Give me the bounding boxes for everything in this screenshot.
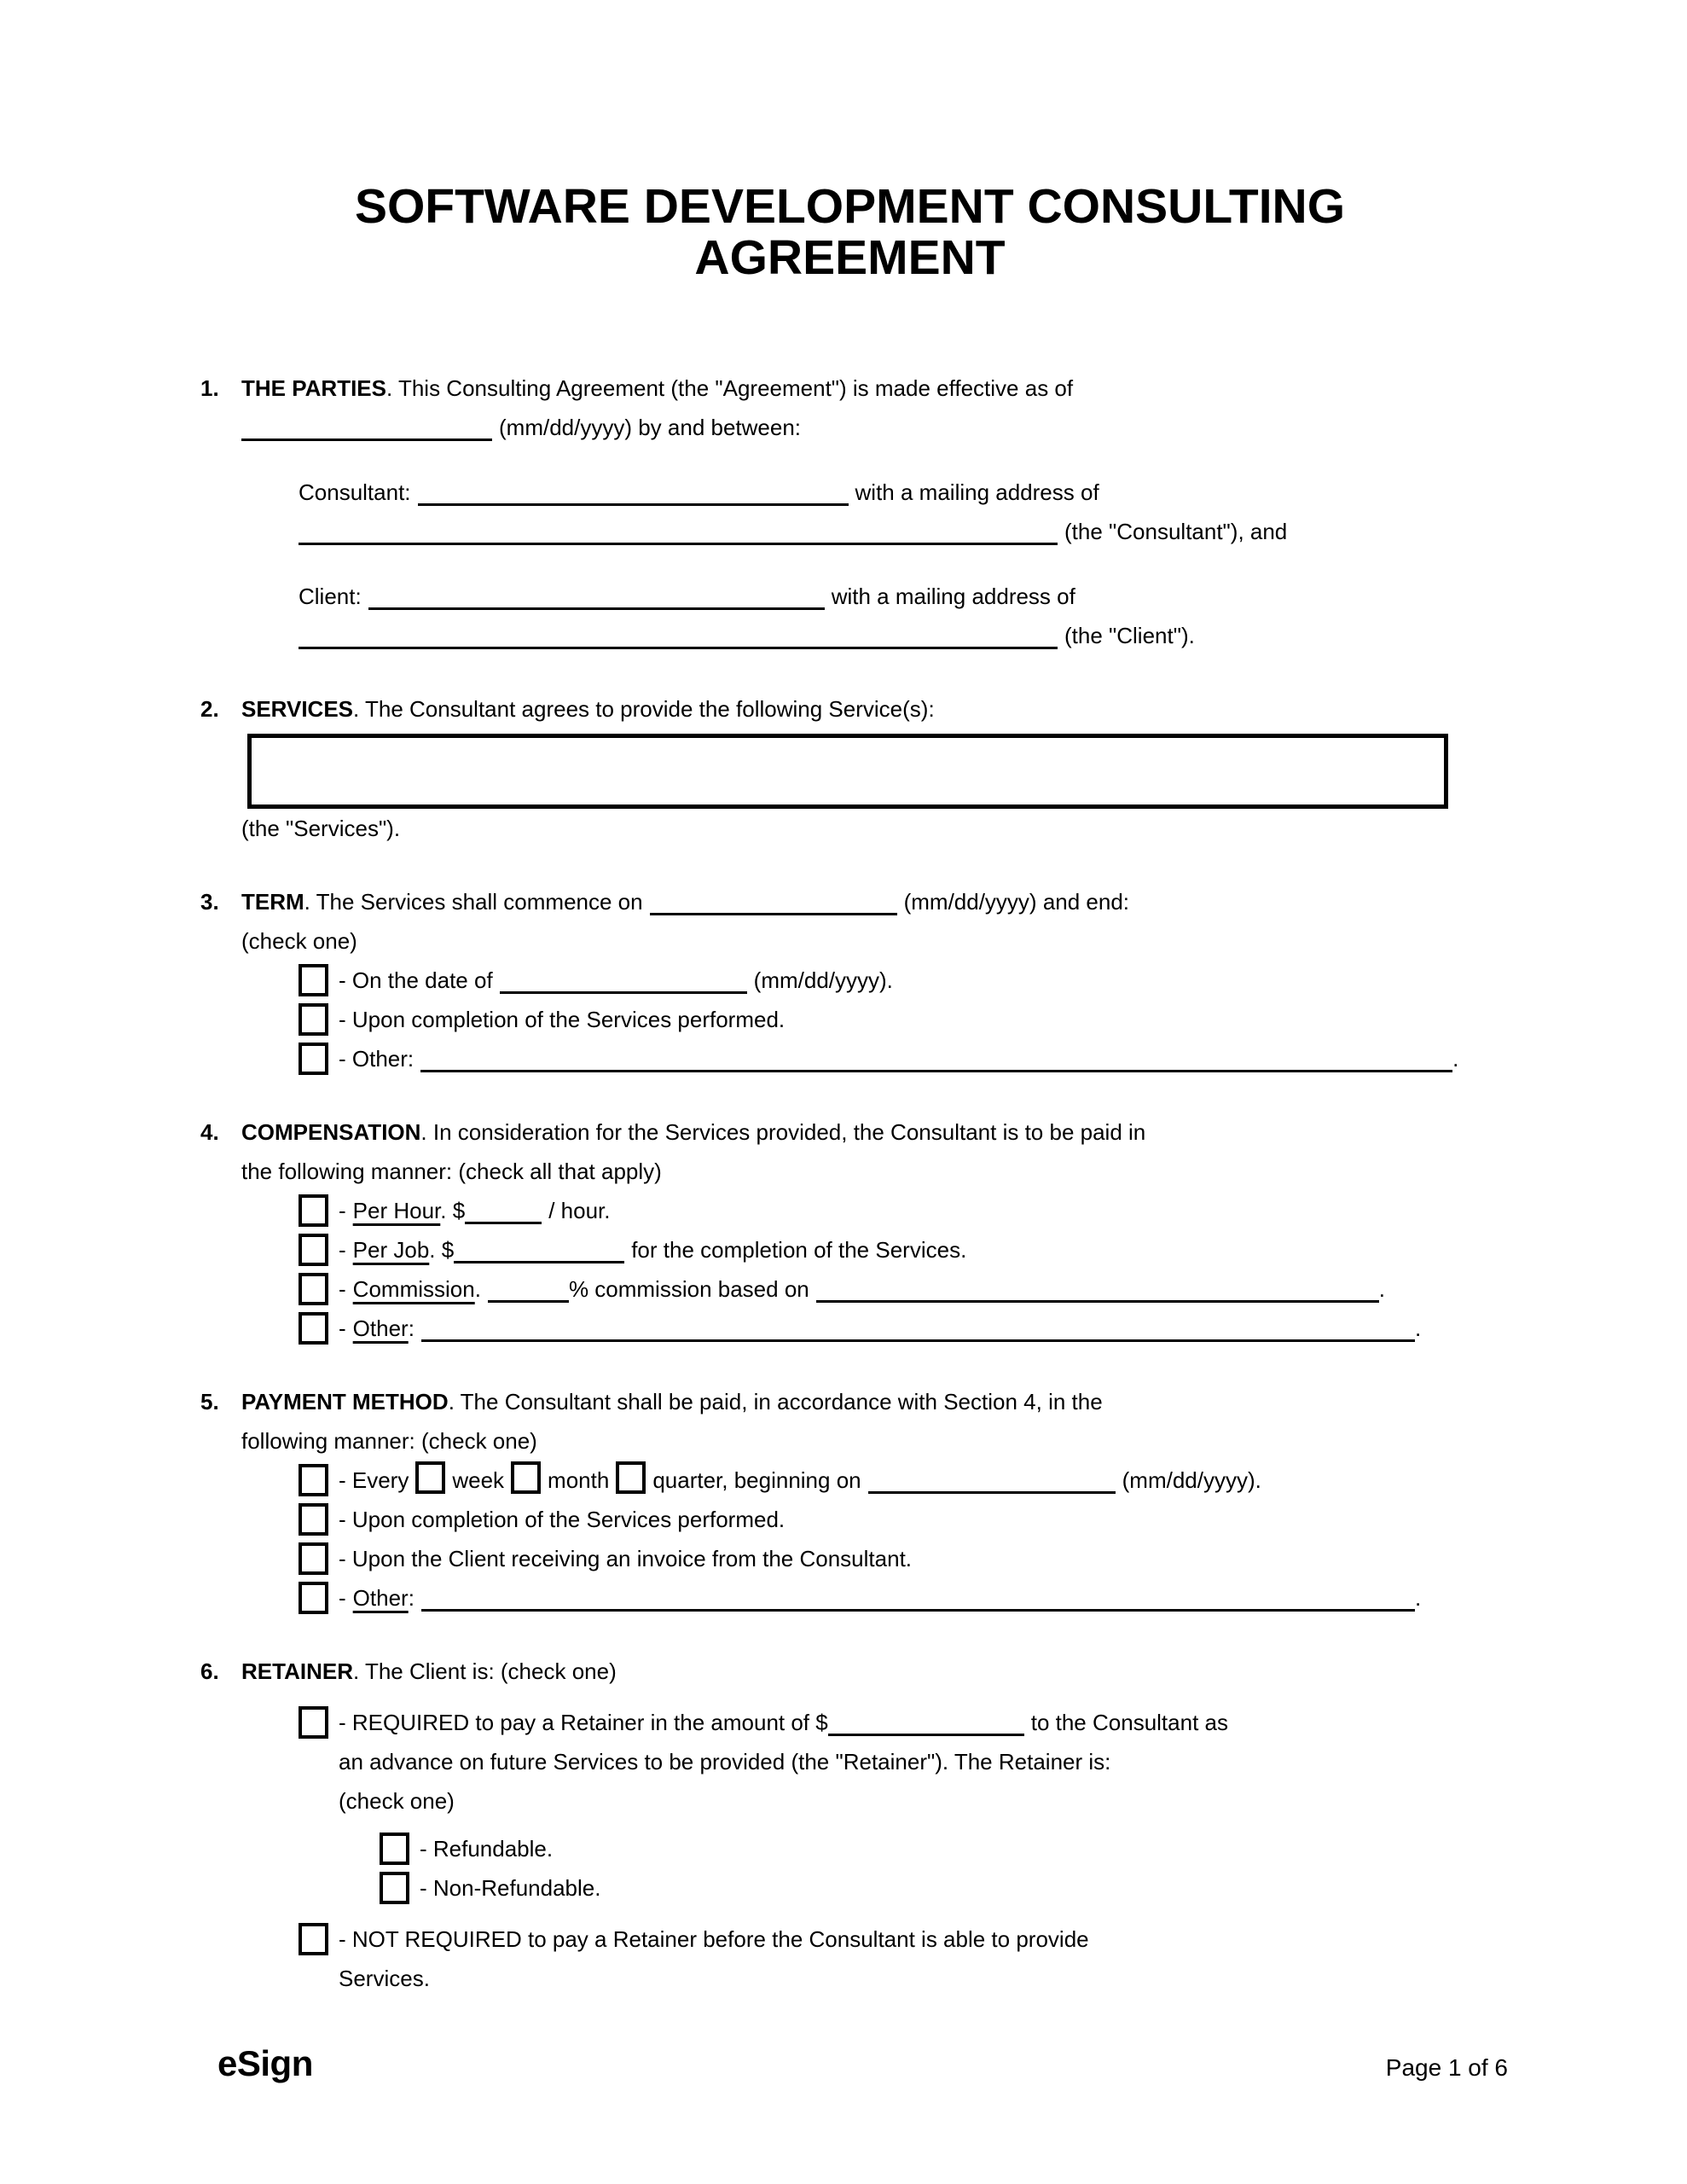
retainer-refund-options [339, 1829, 1499, 1908]
retainer-required-after: to the Consultant as [1030, 1710, 1228, 1735]
section-term [200, 882, 1499, 1078]
payment-month-checkbox[interactable] [511, 1461, 541, 1494]
payment-invoice-text: - Upon the Client receiving an invoice from the Consultant. [339, 1546, 913, 1571]
term-completion-text: - Upon completion of the Services performed. [339, 1007, 786, 1032]
section-parties [200, 369, 1499, 655]
term-other-label: - Other: [339, 1046, 415, 1072]
payment-invoice-row [299, 1539, 1499, 1578]
comp-other-label: Other [352, 1316, 409, 1341]
retainer-required-row [299, 1703, 1499, 1908]
retainer-required-pre: - REQUIRED to pay a Retainer in the amount of $ [339, 1710, 828, 1735]
parties-intro-text: . This Consulting Agreement (the "Agreement") is made effective as of [386, 375, 1074, 401]
comp-per-job-row [299, 1230, 1499, 1269]
payment-quarter-checkbox[interactable] [616, 1461, 646, 1494]
section-compensation [200, 1112, 1499, 1348]
payment-other-field[interactable] [421, 1583, 1415, 1612]
consultant-label: Consultant: [299, 479, 411, 505]
retainer-intro-paragraph [241, 1652, 1499, 1691]
comp-other-period: . [1414, 1316, 1422, 1341]
consultant-paragraph [299, 473, 1499, 551]
services-intro-paragraph [241, 689, 1499, 729]
effective-date-hint: (mm/dd/yyyy) by and between: [499, 415, 802, 440]
payment-other-pre: : [408, 1585, 415, 1611]
per-job-amount-field[interactable] [454, 1235, 624, 1263]
consultant-mid-text: with a mailing address of [855, 479, 1099, 505]
effective-date-field[interactable] [241, 413, 492, 441]
term-on-date-text: - On the date of [339, 967, 493, 993]
retainer-heading: RETAINER [241, 1658, 353, 1684]
parties-heading: THE PARTIES [241, 375, 386, 401]
payment-other-dash: - [339, 1585, 346, 1611]
page-footer [217, 2041, 1508, 2091]
comp-per-hour-checkbox[interactable] [299, 1194, 328, 1227]
retainer-not-required-row [299, 1920, 1499, 1998]
comp-other-checkbox[interactable] [299, 1312, 328, 1345]
payment-other-row [299, 1578, 1499, 1618]
comp-commission-period: . [1378, 1276, 1385, 1302]
term-option-completion-row [299, 1000, 1499, 1039]
section-number: 4. [200, 1119, 219, 1145]
term-heading: TERM [241, 889, 304, 915]
payment-every-row [299, 1461, 1499, 1500]
services-tail-paragraph [241, 809, 1499, 848]
term-other-checkbox[interactable] [299, 1043, 328, 1075]
retainer-amount-field[interactable] [828, 1708, 1024, 1736]
consultant-name-field[interactable] [418, 478, 849, 506]
retainer-intro-text: . The Client is: (check one) [352, 1658, 617, 1684]
comp-per-job-post: for the completion of the Services. [631, 1237, 967, 1263]
comp-other-pre: : [408, 1316, 415, 1341]
payment-other-period: . [1414, 1585, 1422, 1611]
term-intro-paragraph [241, 882, 1499, 961]
retainer-refundable-checkbox[interactable] [380, 1833, 409, 1865]
term-completion-checkbox[interactable] [299, 1003, 328, 1036]
section-number: 2. [200, 696, 219, 722]
comp-other-dash: - [339, 1316, 346, 1341]
section-payment [200, 1382, 1499, 1618]
client-tail-text: (the "Client"). [1064, 623, 1195, 648]
term-option-date-row [299, 961, 1499, 1000]
payment-completion-row [299, 1500, 1499, 1539]
retainer-not-required-line2: Services. [339, 1966, 430, 1991]
document-title: SOFTWARE DEVELOPMENT CONSULTING AGREEMENT [354, 179, 1346, 285]
retainer-not-required-line1: - NOT REQUIRED to pay a Retainer before the Consultant is able to provide [339, 1926, 1089, 1952]
payment-intro-line2: following manner: (check one) [241, 1428, 537, 1454]
comp-per-hour-label: Per Hour [352, 1198, 441, 1223]
payment-invoice-checkbox[interactable] [299, 1542, 328, 1575]
term-start-date-field[interactable] [650, 887, 897, 915]
payment-other-checkbox[interactable] [299, 1582, 328, 1614]
payment-completion-checkbox[interactable] [299, 1503, 328, 1536]
retainer-refundable-text: - Refundable. [420, 1836, 554, 1862]
payment-other-label: Other [352, 1585, 409, 1611]
term-other-field[interactable] [420, 1044, 1452, 1072]
commission-basis-field[interactable] [816, 1275, 1379, 1303]
compensation-intro-line1: . In consideration for the Services provided, the Consultant is to be paid in [420, 1119, 1146, 1145]
section-services [200, 689, 1499, 848]
comp-per-job-label: Per Job [352, 1237, 430, 1263]
comp-per-hour-post: / hour. [548, 1198, 611, 1223]
payment-completion-text: - Upon completion of the Services performed. [339, 1507, 786, 1532]
services-input-box[interactable] [247, 734, 1448, 809]
client-address-field[interactable] [299, 621, 1058, 649]
compensation-intro-paragraph [241, 1112, 1499, 1191]
section-number: 5. [200, 1389, 219, 1414]
comp-per-hour-pre: . $ [440, 1198, 466, 1223]
comp-other-field[interactable] [421, 1314, 1415, 1342]
comp-commission-dash: - [339, 1276, 346, 1302]
services-intro-text: . The Consultant agrees to provide the following Service(s): [353, 696, 935, 722]
payment-every-checkbox[interactable] [299, 1464, 328, 1496]
section-retainer [200, 1652, 1499, 1998]
term-on-date-checkbox[interactable] [299, 964, 328, 996]
retainer-required-line2: an advance on future Services to be provided (the "Retainer"). The Retainer is: [339, 1749, 1111, 1774]
comp-per-job-checkbox[interactable] [299, 1234, 328, 1266]
term-option-other-row [299, 1039, 1499, 1078]
comp-commission-checkbox[interactable] [299, 1273, 328, 1305]
payment-week-label: week [452, 1467, 505, 1493]
services-tail-text: (the "Services"). [241, 816, 401, 841]
client-name-field[interactable] [368, 582, 825, 610]
compensation-intro-line2: the following manner: (check all that apply) [241, 1159, 662, 1184]
comp-per-job-pre: . $ [429, 1237, 455, 1263]
payment-month-label: month [548, 1467, 610, 1493]
payment-week-checkbox[interactable] [415, 1461, 445, 1494]
compensation-heading: COMPENSATION [241, 1119, 421, 1145]
parties-intro-paragraph [241, 369, 1499, 447]
section-number: 6. [200, 1658, 219, 1684]
payment-intro-line1: . The Consultant shall be paid, in accordance with Section 4, in the [448, 1389, 1103, 1414]
term-end-date-field[interactable] [500, 966, 747, 994]
esign-logo: eSign [217, 2043, 313, 2083]
comp-other-row [299, 1309, 1499, 1348]
payment-heading: PAYMENT METHOD [241, 1389, 449, 1414]
term-intro-text: . The Services shall commence on [304, 889, 643, 915]
comp-commission-row [299, 1269, 1499, 1309]
retainer-check-hint: (check one) [339, 1788, 455, 1814]
consultant-tail-text: (the "Consultant"), and [1064, 519, 1288, 544]
retainer-nonrefundable-row [380, 1868, 1499, 1908]
retainer-nonrefundable-checkbox[interactable] [380, 1872, 409, 1904]
comp-commission-mid: % commission based on [568, 1276, 809, 1302]
comp-per-hour-dash: - [339, 1198, 346, 1223]
retainer-not-required-checkbox[interactable] [299, 1923, 328, 1955]
payment-begin-date-field[interactable] [868, 1466, 1116, 1494]
retainer-nonrefundable-text: - Non-Refundable. [420, 1875, 601, 1901]
comp-per-job-dash: - [339, 1237, 346, 1263]
retainer-refundable-row [380, 1829, 1499, 1868]
client-paragraph [299, 577, 1499, 655]
per-hour-rate-field[interactable] [465, 1196, 542, 1224]
section-number: 3. [200, 889, 219, 915]
services-heading: SERVICES [241, 696, 354, 722]
term-on-date-hint: (mm/dd/yyyy). [753, 967, 893, 993]
consultant-address-field[interactable] [299, 517, 1058, 545]
client-mid-text: with a mailing address of [831, 584, 1075, 609]
payment-quarter-label: quarter, beginning on [652, 1467, 861, 1493]
term-intro-tail: (mm/dd/yyyy) and end: [903, 889, 1130, 915]
commission-percent-field[interactable] [488, 1275, 569, 1303]
client-label: Client: [299, 584, 362, 609]
comp-commission-label: Commission [352, 1276, 475, 1302]
comp-commission-pre: . [474, 1276, 481, 1302]
payment-intro-paragraph [241, 1382, 1499, 1461]
payment-begin-date-hint: (mm/dd/yyyy). [1122, 1467, 1261, 1493]
payment-every-text: - Every [339, 1467, 409, 1493]
page-number: Page 1 of 6 [1385, 2054, 1508, 2081]
comp-per-hour-row [299, 1191, 1499, 1230]
term-check-hint: (check one) [241, 928, 357, 954]
retainer-required-checkbox[interactable] [299, 1706, 328, 1739]
section-number: 1. [200, 375, 219, 401]
term-other-period: . [1452, 1046, 1459, 1072]
